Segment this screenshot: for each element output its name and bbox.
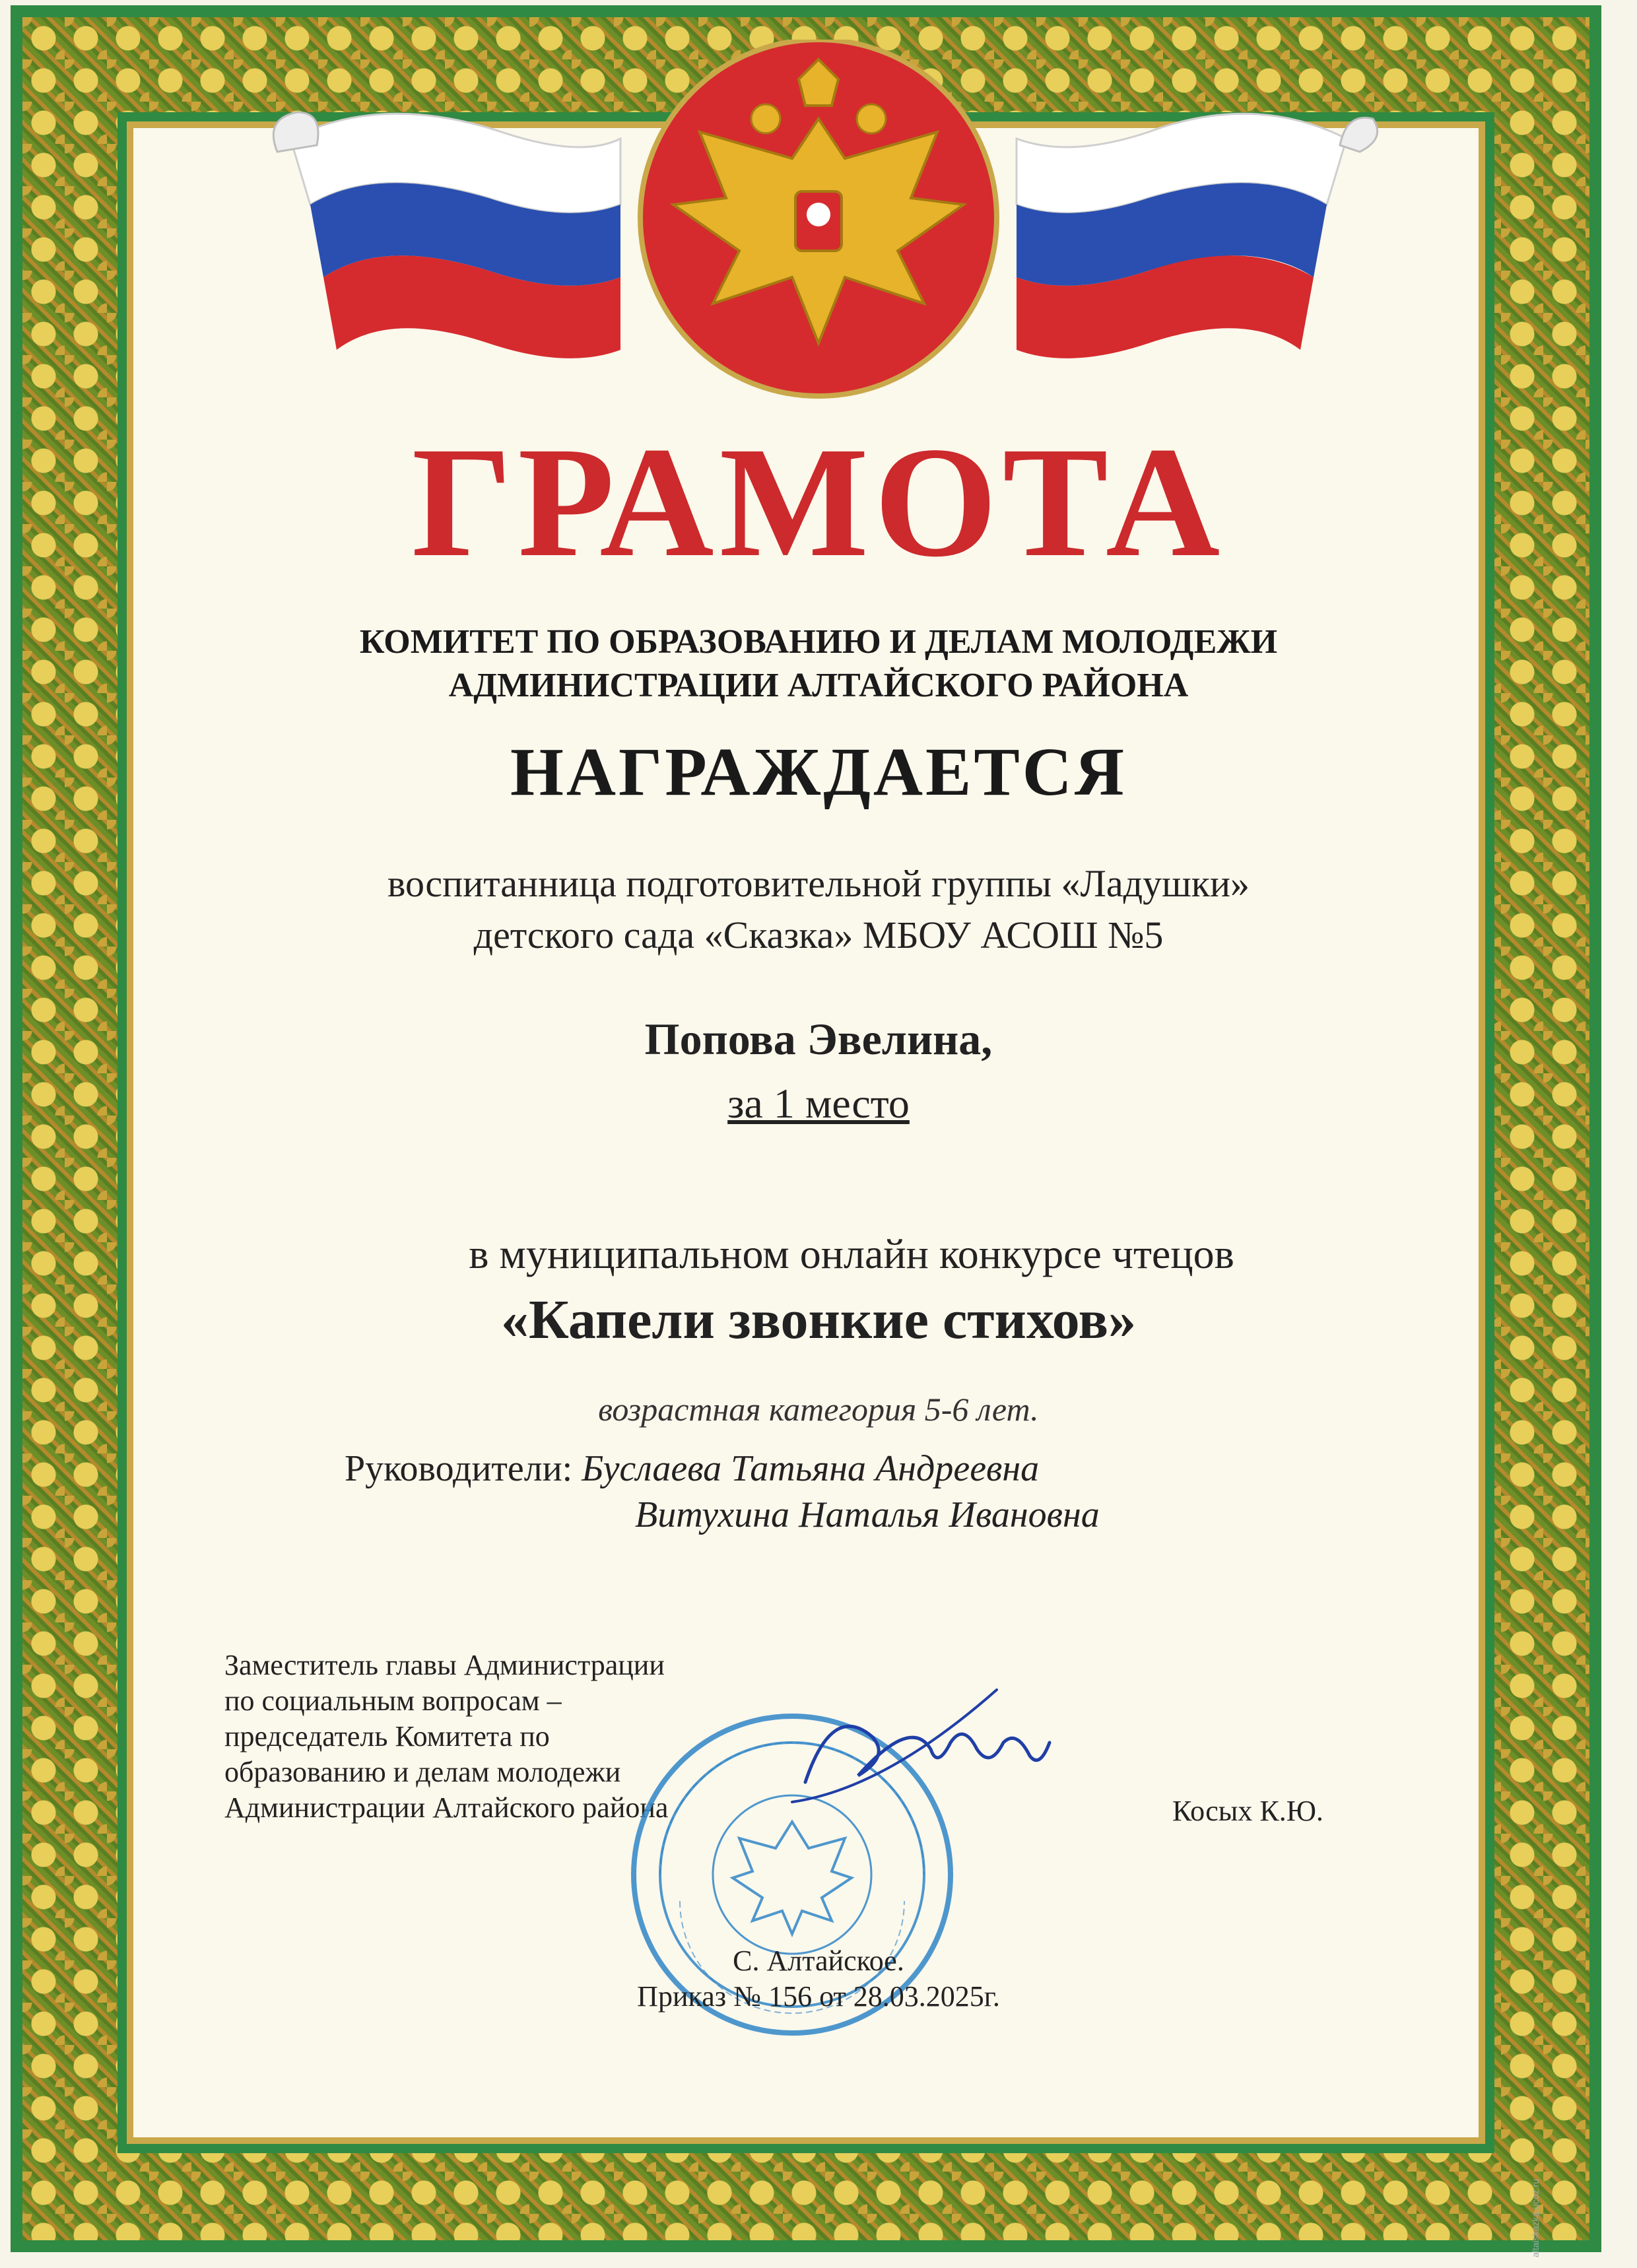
footer-place: С. Алтайское. xyxy=(733,1945,904,1977)
place-line xyxy=(0,1080,1637,1127)
leaders-row-2 xyxy=(345,1492,1100,1538)
leaders-block xyxy=(345,1446,1100,1538)
age-category: возрастная категория 5-6 лет. xyxy=(598,1391,1039,1428)
signer-name: Косых К.Ю. xyxy=(1172,1795,1323,1827)
recipient-line-1: воспитанница подготовительной группы «Ладушки» xyxy=(387,862,1250,905)
leader-1: Буслаева Татьяна Андреевна xyxy=(582,1448,1040,1489)
coat-of-arms xyxy=(640,40,997,396)
contest-line: в муниципальном онлайн конкурсе чтецов xyxy=(469,1230,1234,1277)
footer-order: Приказ № 156 от 28.03.2025г. xyxy=(637,1980,1000,2013)
awarded-heading: НАГРАЖДАЕТСЯ xyxy=(510,734,1127,810)
position-line-1: Заместитель главы Администрации xyxy=(224,1649,665,1681)
organization-line-1: КОМИТЕТ ПО ОБРАЗОВАНИЮ И ДЕЛАМ МОЛОДЕЖИ xyxy=(359,623,1278,661)
recipient-line-2: детского сада «Сказка» МБОУ АСОШ №5 xyxy=(473,914,1164,956)
position-line-4: образованию и делам молодежи xyxy=(224,1756,621,1788)
leaders-label: Руководители: xyxy=(345,1448,573,1489)
left-flag xyxy=(273,112,620,358)
handwritten-signature xyxy=(779,1677,1069,1822)
contest-title: «Капели звонкие стихов» xyxy=(501,1289,1136,1351)
right-flag xyxy=(1017,114,1378,358)
issuing-organization xyxy=(0,620,1637,708)
recipient-name: Попова Эвелина, xyxy=(644,1014,993,1064)
watermark: altaiskazka.ucoz.ru xyxy=(1530,2178,1541,2257)
organization-line-2: АДМИНИСТРАЦИИ АЛТАЙСКОГО РАЙОНА xyxy=(448,667,1189,704)
flag-and-emblem xyxy=(251,40,1386,409)
certificate-title: ГРАМОТА xyxy=(411,414,1226,589)
signer-position xyxy=(224,1648,668,1826)
leader-2: Витухина Наталья Ивановна xyxy=(635,1494,1100,1535)
position-line-5: Администрации Алтайского района xyxy=(224,1791,669,1824)
place-text: за 1 место xyxy=(727,1080,910,1127)
position-line-2: по социальным вопросам – xyxy=(224,1684,562,1717)
position-line-3: председатель Комитета по xyxy=(224,1720,550,1752)
leaders-row-1 xyxy=(345,1446,1100,1492)
